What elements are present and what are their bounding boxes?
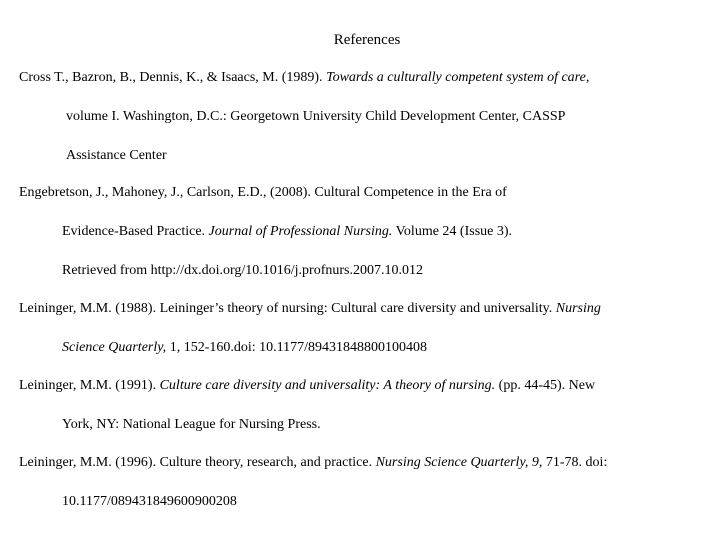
reference-line: Evidence-Based Practice. Journal of Professional Nursing. Volume 24 (Issue 3). [62, 224, 513, 239]
page-title: References [333, 32, 401, 48]
reference-line: York, NY: National League for Nursing Press. [62, 417, 321, 432]
reference-line: Cross T., Bazron, B., Dennis, K., & Isaacs, M. (1989). Towards a culturally competent system of care, [19, 70, 590, 85]
reference-line: Engebretson, J., Mahoney, J., Carlson, E.D., (2008). Cultural Competence in the Era of [19, 185, 507, 200]
reference-line: Assistance Center [66, 148, 167, 163]
reference-line: Science Quarterly, 1, 152-160.doi: 10.1177/89431848800100408 [62, 340, 427, 355]
reference-line: volume I. Washington, D.C.: Georgetown University Child Development Center, CASSP [66, 109, 566, 124]
reference-line: Leininger, M.M. (1988). Leininger’s theory of nursing: Cultural care diversity and universality. Nursing [19, 301, 601, 316]
reference-line: Retrieved from http://dx.doi.org/10.1016/j.profnurs.2007.10.012 [62, 263, 423, 278]
reference-line: Leininger, M.M. (1991). Culture care diversity and universality: A theory of nursing. (pp. 44-45). New [19, 378, 596, 393]
reference-line: 10.1177/089431849600900208 [62, 494, 237, 509]
reference-line: Leininger, M.M. (1996). Culture theory, research, and practice. Nursing Science Quarterly, 9, 71-78. doi: [19, 455, 608, 470]
